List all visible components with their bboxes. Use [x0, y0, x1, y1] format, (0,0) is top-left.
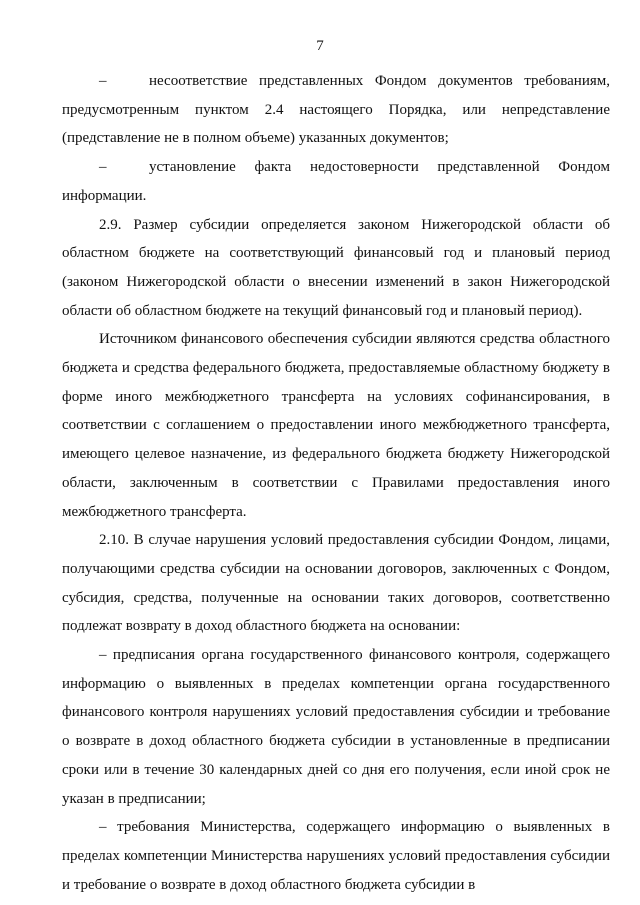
paragraph-control-order: – предписания органа государственного финансового контроля, содержащего информацию о выявленных в пределах компетенции органа государственного финансового контроля нарушениях условий предоставления субсидии и требование о возврате в доход областного бюджета субсидии в установленные в предписании сроки или в течение 30 календарных дней со дня его получения, если иной срок не указан в предписании;	[62, 647, 610, 807]
paragraph-dash-item	[62, 67, 610, 153]
paragraph-dash-item	[62, 153, 610, 210]
paragraph-funding-source: Источником финансового обеспечения субсидии являются средства областного бюджета и средства федерального бюджета, предоставляемые областному бюджету в форме иного межбюджетного трансферта на условиях софинансирования, в соответствии с соглашением о предоставлении иного межбюджетного трансферта, имеющего целевое назначение, из федерального бюджета бюджету Нижегородской области, заключенным в соответствии с Правилами предоставления иного межбюджетного трансферта.	[62, 331, 610, 520]
page-number: 7	[316, 38, 324, 54]
paragraph-ministry-requirement: – требования Министерства, содержащего информацию о выявленных в пределах компетенции Министерства нарушениях условий предоставления субсидии и требование о возврате в доход областного бюджета субсидии в	[62, 819, 610, 893]
paragraph-2-10: 2.10. В случае нарушения условий предоставления субсидии Фондом, лицами, получающими средства субсидии на основании договоров, заключенных с Фондом, субсидия, средства, полученные на основании таких договоров, соответственно подлежат возврату в доход областного бюджета на основании:	[62, 532, 610, 635]
paragraph-text: установление факта недостоверности представленной Фондом информации.	[62, 159, 610, 204]
dash-marker: –	[99, 73, 107, 89]
paragraph-text: несоответствие представленных Фондом документов требованиям, предусмотренным пунктом 2.4 настоящего Порядка, или непредставление (представление не в полном объеме) указанных документов;	[62, 73, 610, 147]
document-body	[62, 67, 610, 899]
paragraph-2-9: 2.9. Размер субсидии определяется законом Нижегородской области об областном бюджете на соответствующий финансовый год и плановый период (законом Нижегородской области о внесении изменений в закон Нижегородской области об областном бюджете на текущий финансовый год и плановый период).	[62, 216, 610, 319]
dash-marker: –	[99, 159, 107, 176]
